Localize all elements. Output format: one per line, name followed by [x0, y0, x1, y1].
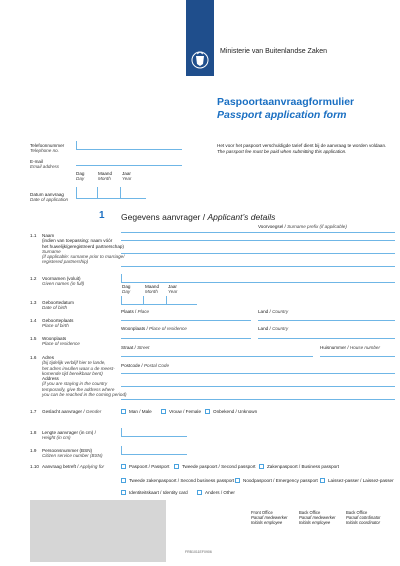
gender-female-checkbox[interactable]	[161, 409, 166, 414]
applying-for-label: Aanvraag betreft / Applying for	[42, 464, 105, 469]
phone-field[interactable]	[76, 149, 182, 150]
field-number: 1.3	[30, 300, 37, 305]
option-business-passport-label: Zakenpaspoort / Business passport	[267, 464, 340, 469]
address-label: Adres (bij tijdelijk verblijf hier te lande, het adres invullen waar u de meest- komende tijd bereikbaar bent) Address (if you are staying in the country temporarily, give the address where you can be reached in the coming period)	[42, 355, 127, 398]
office-initials-back: Back Office Paraaf medewerker Initials employee	[299, 510, 336, 525]
height-field[interactable]	[121, 436, 187, 437]
option-laissez-passer-label: Laissez-passer / Laissez-passer	[328, 478, 394, 483]
address-field-3[interactable]	[121, 399, 395, 400]
email-label: E-mail Email address	[30, 159, 60, 170]
residence-country-field[interactable]	[258, 338, 395, 339]
prefix-label: Voorvoegsel / Surname prefix (if applicable)	[258, 224, 347, 229]
option-identity-card-checkbox[interactable]	[121, 490, 126, 495]
field-number: 1.9	[30, 448, 37, 453]
gender-unknown-label: Onbekend / Unknown	[213, 409, 258, 414]
fee-note: Het voor het paspoort verschuldigde tarief dient bij de aanvraag te worden voldaan. The passport fee must be paid when submitting this application.	[217, 143, 387, 154]
dob-label-year: Jaar Year	[168, 284, 178, 295]
field-number: 1.7	[30, 409, 37, 414]
form-code: FRB1011EF0906	[185, 550, 212, 554]
prefix-field[interactable]	[121, 232, 395, 233]
field-number: 1.4	[30, 318, 37, 323]
option-laissez-passer-checkbox[interactable]	[320, 478, 325, 483]
option-other-checkbox[interactable]	[197, 490, 202, 495]
ministry-name: Ministerie van Buitenlandse Zaken	[220, 48, 328, 55]
date-label-year: Jaar Year	[122, 171, 132, 182]
height-label: Lengte aanvrager (in cm) / Height (in cm)	[42, 430, 96, 441]
given-names-label: Voornamen (voluit) Given names (in full)	[42, 276, 85, 287]
photo-area	[30, 500, 166, 562]
section-number: 1	[99, 210, 105, 221]
residence-country-sublabel: Land / Country	[258, 326, 289, 331]
office-initials-coordinator: Back Office Paraaf coördinator Initials coordinator	[346, 510, 381, 525]
gender-male-label: Man / Male	[129, 409, 152, 414]
gender-female-label: Vrouw / Female	[169, 409, 201, 414]
section-title: Gegevens aanvrager / Applicant’s details	[121, 212, 276, 222]
dob-label-month: Maand Month	[145, 284, 160, 295]
field-number: 1.8	[30, 430, 37, 435]
office-initials-front: Front Office Paraaf medewerker Initials employee	[251, 510, 288, 525]
residence-field[interactable]	[121, 338, 251, 339]
postcode-sublabel: Postcode / Postal Code	[121, 363, 170, 368]
form-title-english: Passport application form	[217, 109, 347, 121]
option-second-business-passport-checkbox[interactable]	[121, 478, 126, 483]
field-number: 1.6	[30, 355, 37, 360]
gender-male-checkbox[interactable]	[121, 409, 126, 414]
birth-country-sublabel: Land / Country	[258, 309, 289, 314]
gender-unknown-checkbox[interactable]	[205, 409, 210, 414]
application-date-label: Datum aanvraag Date of application	[30, 192, 69, 203]
phone-label: Telefoonnummer Telephone no.	[30, 143, 65, 154]
gender-label: Geslacht aanvrager / Gender	[42, 409, 102, 414]
option-emergency-passport-label: Noodpaspoort / Emergency passport	[243, 478, 318, 483]
option-other-label: Anders / Other	[205, 490, 235, 495]
option-passport-label: Paspoort / Passport	[129, 464, 170, 469]
residence-sublabel: Woonplaats / Place of residence	[121, 326, 187, 331]
field-number: 1.1	[30, 233, 37, 238]
residence-label: Woonplaats Place of residence	[42, 336, 80, 347]
surname-field-3[interactable]	[121, 266, 395, 267]
house-number-sublabel: Huisnummer / House number	[320, 345, 381, 350]
application-date-field[interactable]	[76, 198, 146, 199]
bsn-label: Persoonsnummer (BSN) Citizen service number (BSN)	[42, 448, 103, 459]
field-number: 1.10	[30, 464, 39, 469]
postcode-field[interactable]	[121, 373, 395, 374]
house-number-field[interactable]	[320, 356, 395, 357]
given-names-field[interactable]	[121, 282, 395, 283]
dob-label: Geboortedatum Date of birth	[42, 300, 74, 311]
birth-country-field[interactable]	[258, 320, 395, 321]
form-title-dutch: Paspoortaanvraagformulier	[217, 96, 355, 108]
birth-place-field[interactable]	[121, 320, 251, 321]
option-emergency-passport-checkbox[interactable]	[235, 478, 240, 483]
surname-field[interactable]	[121, 240, 395, 241]
option-second-passport-label: Tweede paspoort / Second passport	[182, 464, 256, 469]
birth-place-sublabel: Plaats / Place	[121, 309, 150, 314]
dob-field[interactable]	[121, 304, 197, 305]
date-label-day: Dag Day	[76, 171, 85, 182]
date-label-month: Maand Month	[98, 171, 113, 182]
street-field[interactable]	[121, 356, 313, 357]
birth-place-label: Geboorteplaats Place of birth	[42, 318, 74, 329]
email-field[interactable]	[76, 165, 182, 166]
field-number: 1.5	[30, 336, 37, 341]
option-passport-checkbox[interactable]	[121, 464, 126, 469]
surname-label: Naam (indien van toepassing: naam vóór het huwelijk/geregistreerd partnerschap) Surname (if applicable: surname prior to marriage/ registered partnership)	[42, 233, 125, 265]
option-second-business-passport-label: Tweede zakenpaspoort / Second business passport	[129, 478, 235, 483]
option-business-passport-checkbox[interactable]	[259, 464, 264, 469]
option-second-passport-checkbox[interactable]	[174, 464, 179, 469]
street-sublabel: Straat / Street	[121, 345, 150, 350]
surname-field-2[interactable]	[121, 253, 395, 254]
address-field-2[interactable]	[121, 386, 395, 387]
option-identity-card-label: Identiteitskaart / Identity card	[129, 490, 188, 495]
field-number: 1.2	[30, 276, 37, 281]
bsn-field[interactable]	[121, 454, 187, 455]
crest-icon	[190, 50, 210, 70]
dob-label-day: Dag Day	[122, 284, 131, 295]
